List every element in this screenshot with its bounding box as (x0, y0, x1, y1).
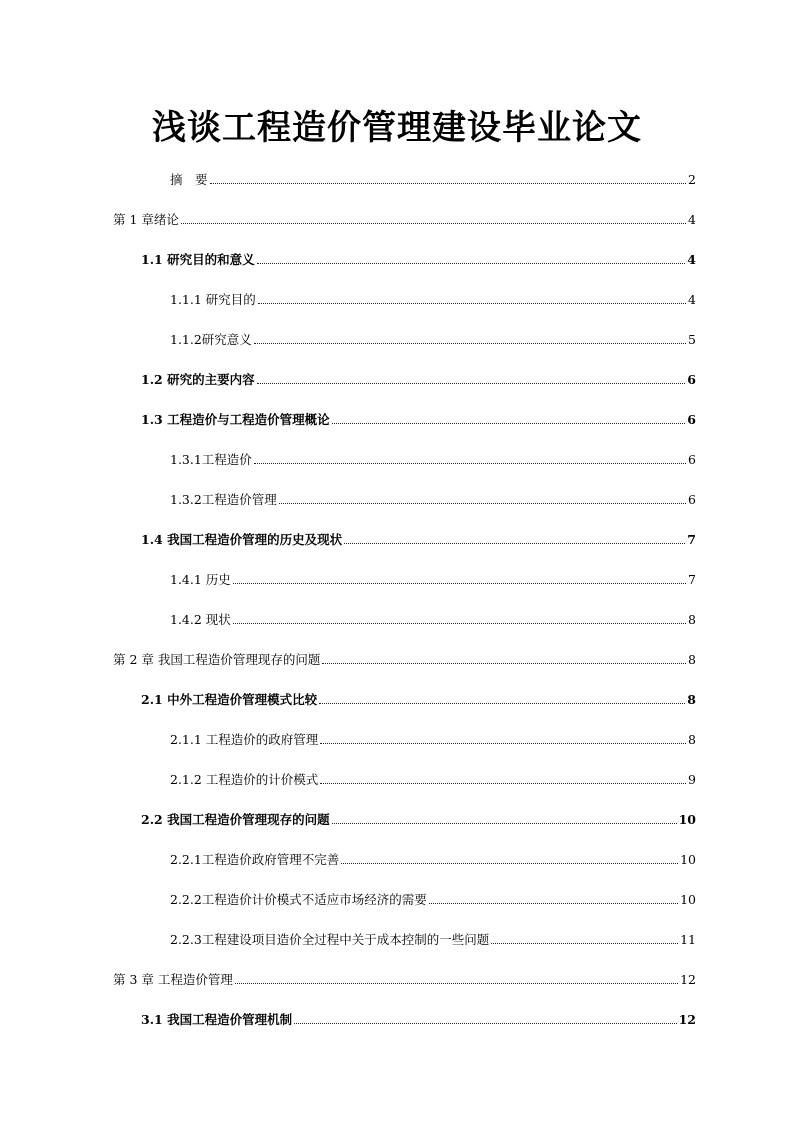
toc-entry-page: 2 (688, 172, 696, 187)
toc-entry-section-1-4[interactable] (141, 528, 696, 548)
dot-leader (332, 423, 686, 424)
toc-entry-label: 2.1.2 工程造价的计价模式 (170, 772, 319, 787)
toc-entry-page: 7 (688, 572, 696, 587)
dot-leader (233, 623, 686, 624)
dot-leader (319, 703, 685, 704)
dot-leader (257, 263, 686, 264)
dot-leader (332, 823, 677, 824)
dot-leader (344, 543, 685, 544)
dot-leader (320, 783, 686, 784)
toc-entry-page: 10 (680, 892, 696, 907)
dot-leader (341, 863, 678, 864)
toc-entry-label: 1.1.2研究意义 (170, 332, 252, 347)
toc-entry-abstract[interactable] (170, 168, 696, 188)
toc-entry-subsection-2-2-3[interactable] (170, 928, 696, 948)
toc-entry-label: 2.1 中外工程造价管理模式比较 (141, 692, 318, 707)
dot-leader (491, 943, 678, 944)
toc-entry-section-1-2[interactable] (141, 368, 696, 388)
toc-entry-label: 1.3 工程造价与工程造价管理概论 (141, 412, 330, 427)
toc-entry-label: 1.4.2 现状 (170, 612, 231, 627)
toc-entry-section-2-2[interactable] (141, 808, 696, 828)
toc-entry-label: 2.2.2工程造价计价模式不适应市场经济的需要 (170, 892, 427, 907)
toc-entry-subsection-2-1-2[interactable] (170, 768, 696, 788)
toc-entry-label: 第 3 章 工程造价管理 (113, 972, 233, 987)
toc-entry-label: 1.1 研究目的和意义 (141, 252, 255, 267)
toc-entry-page: 4 (687, 252, 696, 267)
toc-entry-page: 6 (688, 492, 696, 507)
toc-entry-label: 2.2.1工程造价政府管理不完善 (170, 852, 340, 867)
dot-leader (322, 663, 686, 664)
toc-entry-label: 3.1 我国工程造价管理机制 (141, 1012, 293, 1027)
toc-entry-page: 6 (688, 452, 696, 467)
toc-entry-label: 1.4.1 历史 (170, 572, 231, 587)
dot-leader (258, 303, 686, 304)
dot-leader (279, 503, 686, 504)
toc-entry-page: 10 (680, 852, 696, 867)
toc-entry-page: 12 (678, 1012, 696, 1027)
dot-leader (257, 383, 686, 384)
toc-entry-chapter-2[interactable] (113, 648, 696, 668)
toc-entry-label: 第 1 章绪论 (113, 212, 179, 227)
toc-entry-label: 第 2 章 我国工程造价管理现存的问题 (113, 652, 321, 667)
document-title: 浅谈工程造价管理建设毕业论文 (152, 108, 642, 148)
dot-leader (233, 583, 686, 584)
toc-entry-label: 2.2 我国工程造价管理现存的问题 (141, 812, 330, 827)
toc-entry-page: 9 (688, 772, 696, 787)
toc-entry-subsection-1-1-1[interactable] (170, 288, 696, 308)
dot-leader (320, 743, 686, 744)
toc-entry-page: 6 (687, 412, 696, 427)
toc-entry-section-1-3[interactable] (141, 408, 696, 428)
toc-entry-label: 1.3.2工程造价管理 (170, 492, 277, 507)
toc-entry-subsection-2-2-1[interactable] (170, 848, 696, 868)
toc-entry-page: 8 (688, 612, 696, 627)
toc-entry-page: 8 (688, 652, 696, 667)
toc-entry-page: 4 (688, 212, 696, 227)
toc-entry-chapter-1[interactable] (113, 208, 696, 228)
toc-entry-label: 2.1.1 工程造价的政府管理 (170, 732, 319, 747)
toc-entry-page: 7 (687, 532, 696, 547)
dot-leader (254, 463, 686, 464)
toc-entry-subsection-1-4-1[interactable] (170, 568, 696, 588)
toc-entry-subsection-1-3-2[interactable] (170, 488, 696, 508)
toc-entry-section-3-1[interactable] (141, 1008, 696, 1028)
toc-entry-subsection-2-2-2[interactable] (170, 888, 696, 908)
toc-entry-section-1-1[interactable] (141, 248, 696, 268)
toc-entry-subsection-1-1-2[interactable] (170, 328, 696, 348)
dot-leader (235, 983, 678, 984)
toc-entry-subsection-1-4-2[interactable] (170, 608, 696, 628)
toc-entry-label: 2.2.3工程建设项目造价全过程中关于成本控制的一些问题 (170, 932, 490, 947)
toc-entry-label: 1.2 研究的主要内容 (141, 372, 255, 387)
toc-entry-subsection-2-1-1[interactable] (170, 728, 696, 748)
toc-entry-page: 12 (680, 972, 696, 987)
dot-leader (429, 903, 678, 904)
toc-entry-chapter-3[interactable] (113, 968, 696, 988)
toc-entry-page: 5 (688, 332, 696, 347)
toc-entry-page: 4 (688, 292, 696, 307)
toc-entry-page: 8 (688, 732, 696, 747)
dot-leader (181, 223, 686, 224)
toc-entry-subsection-1-3-1[interactable] (170, 448, 696, 468)
toc-entry-label: 1.4 我国工程造价管理的历史及现状 (141, 532, 343, 547)
toc-entry-label: 摘 要 (170, 172, 208, 187)
toc-entry-page: 6 (687, 372, 696, 387)
toc-entry-page: 10 (678, 812, 696, 827)
toc-entry-label: 1.3.1工程造价 (170, 452, 252, 467)
dot-leader (294, 1023, 676, 1024)
dot-leader (254, 343, 686, 344)
toc-entry-page: 8 (687, 692, 696, 707)
toc-entry-label: 1.1.1 研究目的 (170, 292, 256, 307)
dot-leader (210, 183, 687, 184)
toc-entry-section-2-1[interactable] (141, 688, 696, 708)
toc-entry-page: 11 (680, 932, 696, 947)
